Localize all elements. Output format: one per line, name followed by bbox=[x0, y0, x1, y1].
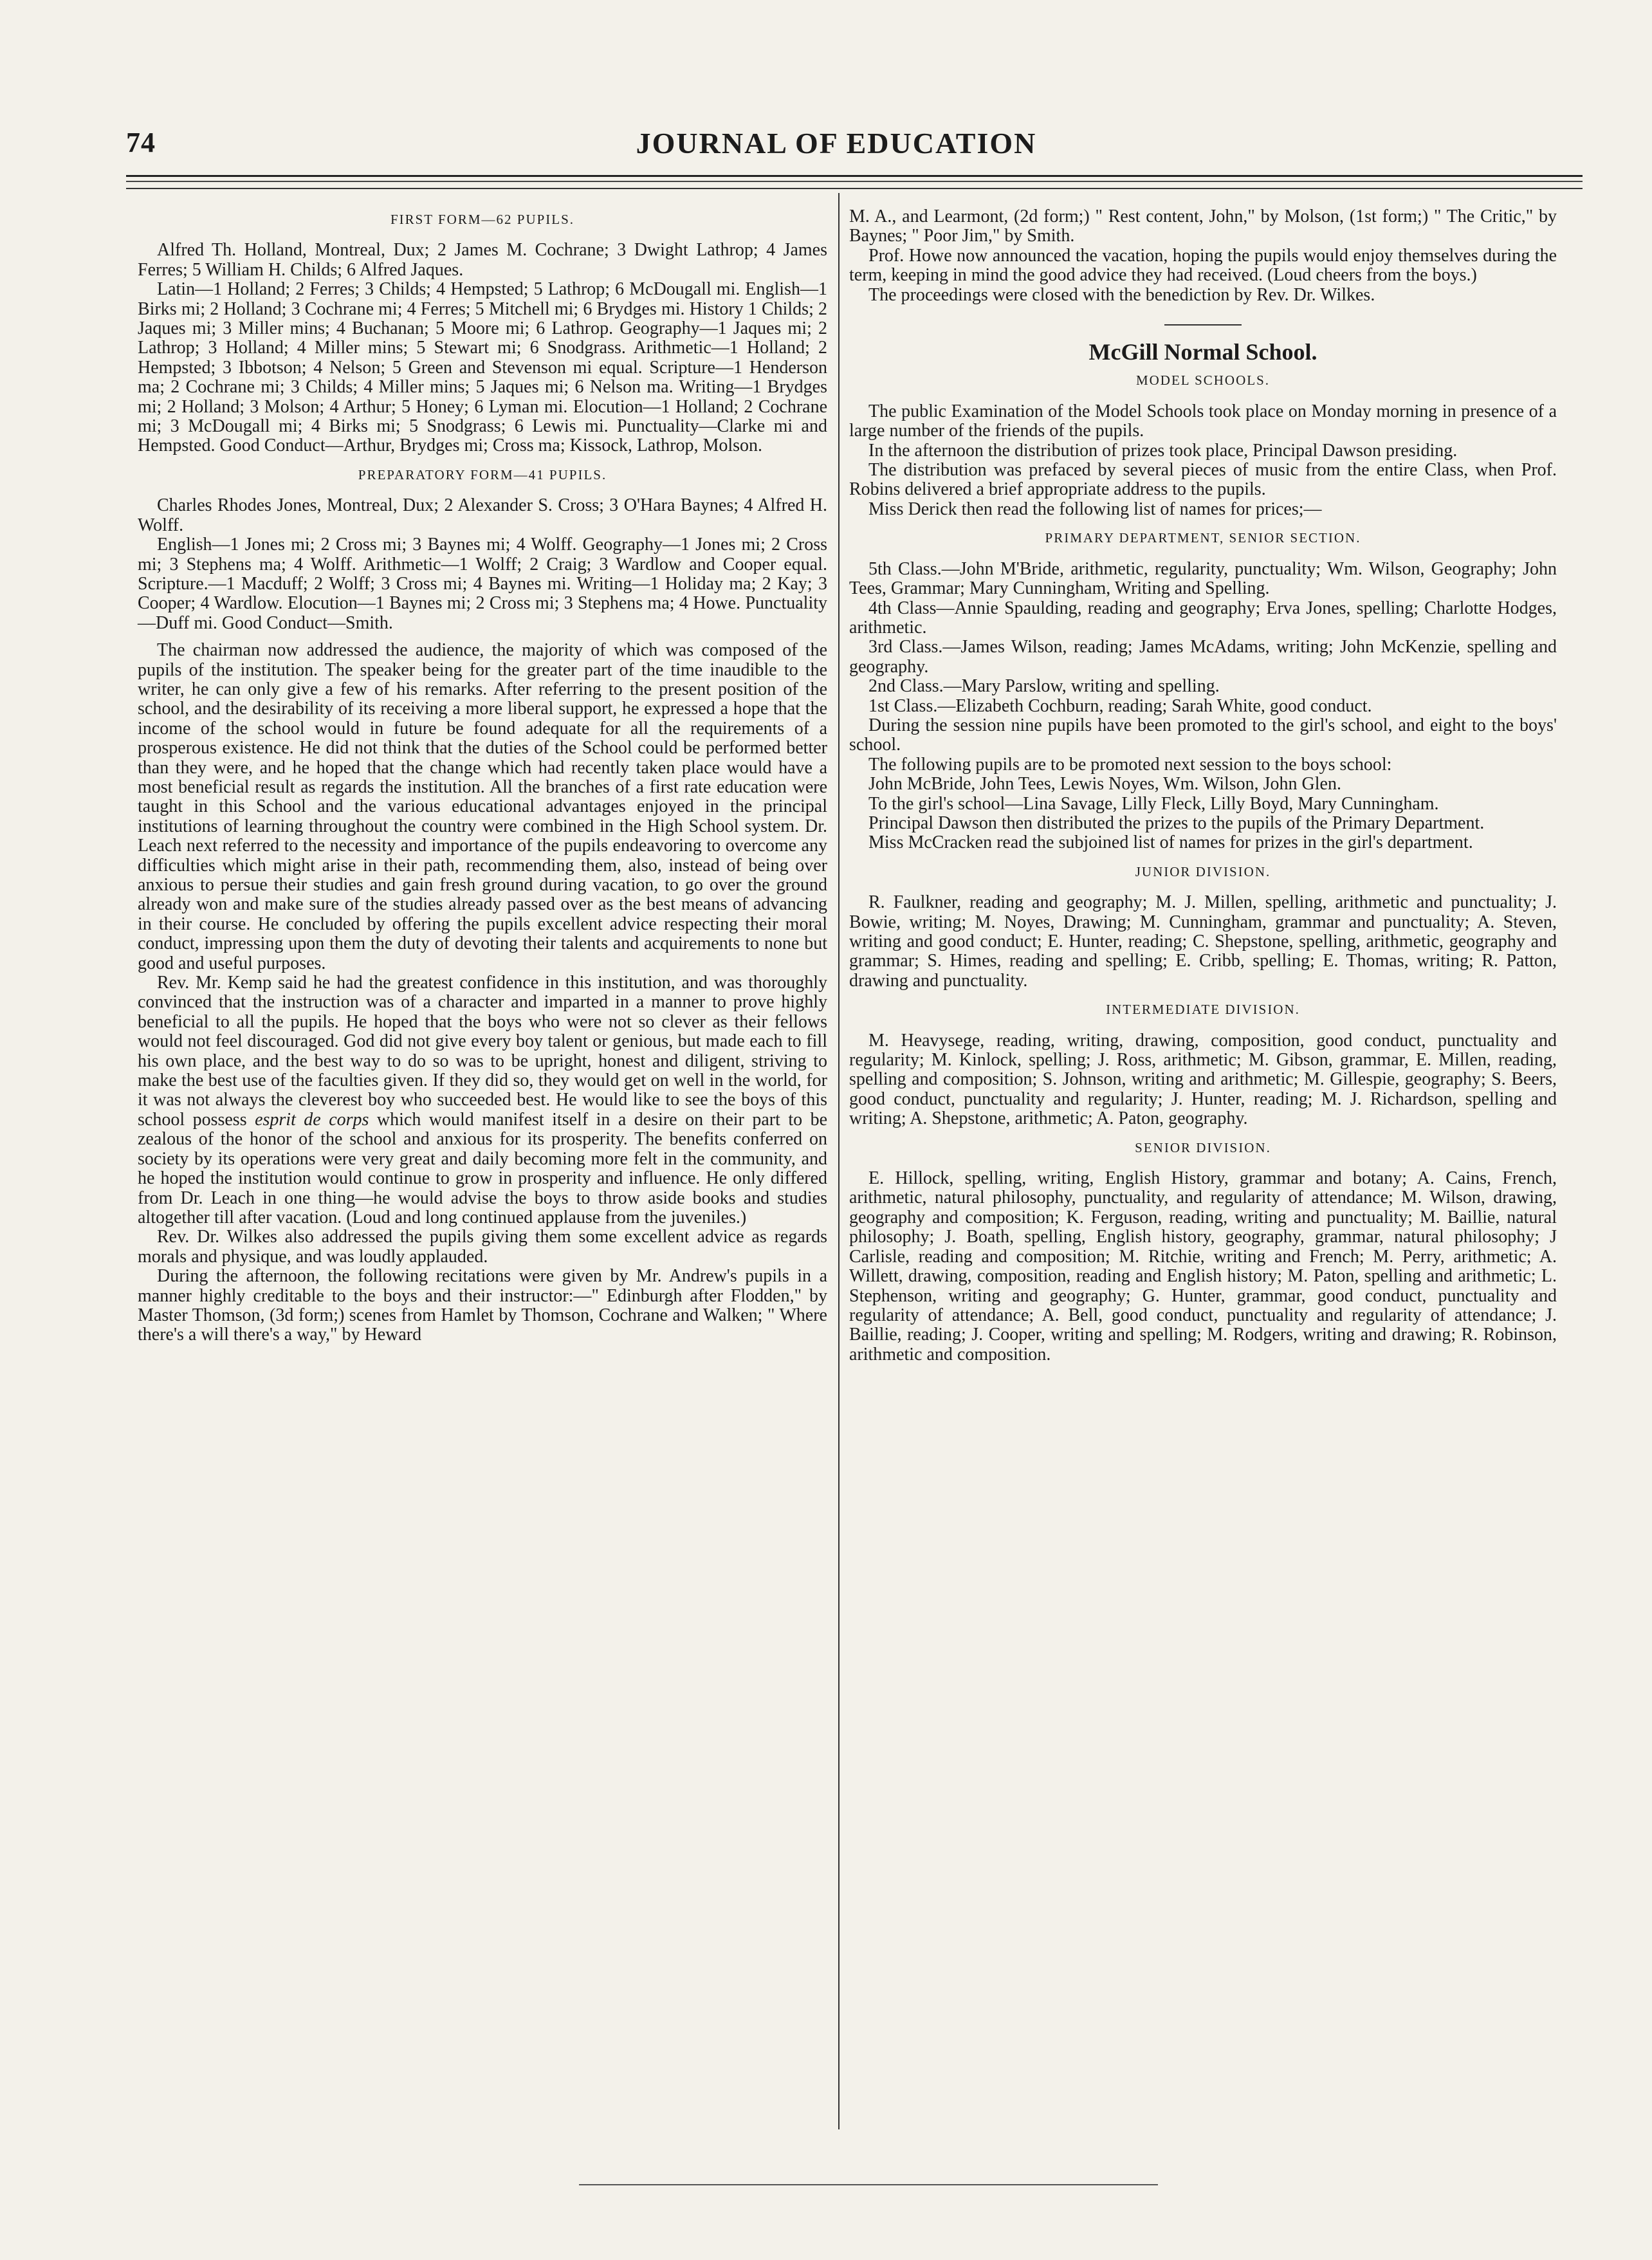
first-form-subjects-paragraph: Latin—1 Holland; 2 Ferres; 3 Childs; 4 Hempsted; 5 Lathrop; 6 McDougall mi. English—1 Birks mi; 2 Holland; 3 Cochrane mi; 4 Ferres; 5 Mitchell mi; 6 Brydges mi. History 1 Childs; 2 Jaques mi; 3 Miller mins; 4 Buchanan; 5 Moore mi; 6 Lathrop. Geography—1 Jaques mi; 2 Lathrop; 3 Holland; 4 Miller mins; 5 Stewart mi; 6 Snodgrass. Arithmetic—1 Holland; 2 Hempsted; 3 Ibbotson; 4 Nelson; 5 Green and Stevenson mi equal. Scripture—1 Henderson ma; 2 Cochrane mi; 3 Childs; 4 Miller mins; 5 Jaques mi; 6 Nelson ma. Writing—1 Brydges mi; 2 Holland; 3 Molson; 4 Arthur; 5 Honey; 6 Lyman mi. Elocution—1 Holland; 2 Cochrane mi; 3 McDougall mi; 4 Birks mi; 5 Snodgrass; 6 Lewis mi. Punctuality—Clarke mi and Hempsted. Good Conduct—Arthur, Brydges mi; Cross ma; Kissock, Lathrop, Molson. bbox=[138, 279, 827, 456]
model-schools-heading: MODEL SCHOOLS. bbox=[1135, 372, 1271, 389]
primary-paragraph: During the session nine pupils have been promoted to the girl's school, and eight to the boys' school. bbox=[849, 715, 1557, 755]
left-column bbox=[138, 207, 827, 1345]
column-divider bbox=[838, 193, 840, 2129]
intermediate-division-heading: INTERMEDIATE DIVISION. bbox=[1106, 1002, 1300, 1018]
rev-wilkes-paragraph: Rev. Dr. Wilkes also addressed the pupils giving them some excellent advice as regards morals and physique, and was loudly applauded. bbox=[138, 1227, 827, 1267]
primary-department-heading: PRIMARY DEPARTMENT, SENIOR SECTION. bbox=[1045, 530, 1361, 546]
primary-paragraph: 2nd Class.—Mary Parslow, writing and spelling. bbox=[868, 676, 1220, 697]
esprit-de-corps-phrase: esprit de corps bbox=[255, 1109, 369, 1130]
model-paragraph: The distribution was prefaced by several pieces of music from the entire Class, when Prof. Robins delivered a brief appropriate address to the pupils. bbox=[849, 460, 1557, 500]
primary-paragraph: 1st Class.—Elizabeth Cochburn, reading; Sarah White, good conduct. bbox=[868, 695, 1372, 716]
header-double-rule bbox=[126, 175, 1583, 182]
rev-kemp-paragraph bbox=[138, 973, 827, 1227]
primary-paragraph: To the girl's school—Lina Savage, Lilly Fleck, Lilly Boyd, Mary Cunningham. bbox=[868, 793, 1439, 814]
primary-paragraph: 4th Class—Annie Spaulding, reading and geography; Erva Jones, spelling; Charlotte Hodges, arithmetic. bbox=[849, 598, 1557, 638]
model-paragraph: In the afternoon the distribution of prizes took place, Principal Dawson presiding. bbox=[868, 440, 1458, 461]
primary-paragraph: Miss McCracken read the subjoined list of names for prizes in the girl's department. bbox=[868, 832, 1473, 853]
model-paragraph: The public Examination of the Model Schools took place on Monday morning in presence of a large number of the friends of the pupils. bbox=[849, 401, 1557, 441]
page-number: 74 bbox=[126, 127, 156, 158]
header-rule-lower bbox=[126, 188, 1583, 189]
rev-kemp-text-continued: which would manifest itself in a desire on their part to be zealous of the honor of the school and anxious for its prosperity. The benefits conferred on society by its operations were very great and daily becoming more felt in the community, and he hoped the institution would continue to grow in prosperity and influence. He only differed from Dr. Leach in one thing—he would advise the boys to throw aside books and studies altogether till after vacation. (Loud and long continued applause from the juveniles.) bbox=[138, 1109, 827, 1227]
junior-paragraph: R. Faulkner, reading and geography; M. J. Millen, spelling, arithmetic and punctuality; J. Bowie, writing; M. Noyes, Drawing; M. Cunningham, grammar and punctuality; A. Steven, writing and good conduct; E. Hunter, reading; C. Shepstone, spelling, arithmetic, geography and grammar; S. Himes, reading and spelling; E. Cribb, spelling; E. Thomas, writing; R. Patton, drawing and punctuality. bbox=[849, 892, 1557, 991]
recitations-continued-paragraph: M. A., and Learmont, (2d form;) " Rest content, John," by Molson, (1st form;) " The Critic," by Baynes; " Poor Jim," by Smith. bbox=[849, 207, 1557, 246]
right-column bbox=[849, 207, 1557, 1364]
footer-rule bbox=[579, 2184, 1158, 2185]
intermediate-paragraph: M. Heavysege, reading, writing, drawing, composition, good conduct, punctuality and regularity; M. Kinlock, spelling; J. Ross, arithmetic; M. Gibson, grammar, E. Millen, reading, spelling and composition; S. Johnson, writing and arithmetic; M. Gillespie, geography; S. Beers, good conduct, punctuality and regularity; J. Hunter, reading; M. J. Richardson, spelling and writing; A. Shepstone, arithmetic; A. Paton, geography. bbox=[849, 1030, 1557, 1129]
running-head: JOURNAL OF EDUCATION bbox=[636, 127, 1037, 160]
first-form-dux-paragraph: Alfred Th. Holland, Montreal, Dux; 2 James M. Cochrane; 3 Dwight Lathrop; 4 James Ferres; 5 William H. Childs; 6 Alfred Jaques. bbox=[138, 240, 827, 280]
primary-paragraph: Principal Dawson then distributed the prizes to the pupils of the Primary Department. bbox=[868, 813, 1485, 833]
section-separator-rule bbox=[1164, 324, 1242, 326]
primary-paragraph: 5th Class.—John M'Bride, arithmetic, regularity, punctuality; Wm. Wilson, Geography; John Tees, Grammar; Mary Cunningham, Writing and Spelling. bbox=[849, 558, 1557, 599]
rev-kemp-text: Rev. Mr. Kemp said he had the greatest confidence in this institution, and was thoroughly convinced that the instruction was of a character and imparted in a manner to prove highly beneficial to all the pupils. He hoped that the boys who were not so clever as their fellows would not feel discouraged. God did not give every boy talent or genious, but made each to fill his own place, and the best way to do so was to be upright, honest and diligent, striving to make the best use of the faculties given. If they did so, they would get on well in the world, for it was not always the cleverest boy who succeeded best. He would like to see the boys of this school possess bbox=[138, 973, 827, 1130]
vacation-paragraph: Prof. Howe now announced the vacation, hoping the pupils would enjoy themselves during the term, keeping in mind the good advice they had received. (Loud cheers from the boys.) bbox=[849, 245, 1557, 286]
model-paragraph: Miss Derick then read the following list of names for prices;— bbox=[868, 499, 1322, 519]
primary-paragraph: The following pupils are to be promoted next session to the boys school: bbox=[868, 754, 1392, 775]
junior-division-heading: JUNIOR DIVISION. bbox=[1135, 863, 1271, 879]
mcgill-normal-school-title: McGill Normal School. bbox=[1088, 339, 1317, 365]
preparatory-dux-paragraph: Charles Rhodes Jones, Montreal, Dux; 2 Alexander S. Cross; 3 O'Hara Baynes; 4 Alfred H. Wolff. bbox=[138, 495, 827, 535]
preparatory-subjects-paragraph: English—1 Jones mi; 2 Cross mi; 3 Baynes mi; 4 Wolff. Geography—1 Jones mi; 2 Cross mi; 3 Stephens ma; 4 Wolff. Arithmetic—1 Wolff; 2 Craig; 3 Wardlow and Cooper equal. Scripture.—1 Macduff; 2 Wolff; 3 Cross mi; 4 Baynes mi. Writing—1 Holiday ma; 2 Kay; 3 Cooper; 4 Wardlow. Elocution—1 Baynes mi; 2 Cross mi; 3 Stephens ma; 4 Howe. Punctuality—Duff mi. Good Conduct—Smith. bbox=[138, 535, 827, 633]
chairman-address-paragraph: The chairman now addressed the audience, the majority of which was composed of the pupils of the institution. The speaker being for the greater part of the time inaudible to the writer, he can only give a few of his remarks. After referring to the present position of the school, and the desirability of its receiving a more liberal support, he expressed a hope that the income of the school would in future be found adequate for all the requirements of a prosperous existence. He did not think that the duties of the School could be performed better than they were, and he hoped that the change which had recently taken place would have a most beneficial result as regards the institution. All the branches of a first rate education were taught in this School and the various educational advantages enjoyed in the principal institutions of learning throughout the country were combined in the High School system. Dr. Leach next referred to the necessity and importance of the pupils endeavoring to overcome any difficulties which might arise in their path, recommending them, also, instead of being over anxious to persue their studies and gain fresh ground during vacation, to go over the ground already won and make sure of the studies already passed over as the best means of advancing in their course. He concluded by offering the pupils excellent advice respecting their moral conduct, impressing upon them the duty of devoting their talents and acquirements to none but good and useful purposes. bbox=[138, 640, 827, 973]
first-form-heading: FIRST FORM—62 PUPILS. bbox=[390, 212, 575, 227]
primary-paragraph: 3rd Class.—James Wilson, reading; James McAdams, writing; John McKenzie, spelling and geography. bbox=[849, 637, 1557, 677]
primary-paragraph: John McBride, John Tees, Lewis Noyes, Wm. Wilson, John Glen. bbox=[868, 774, 1341, 795]
senior-paragraph: E. Hillock, spelling, writing, English History, grammar and botany; A. Cains, French, arithmetic, natural philosophy, punctuality, and regularity of attendance; M. Wilson, drawing, geography and composition; K. Ferguson, reading, writing and punctuality; M. Baillie, natural philosophy; J. Boath, spelling, English history, geography, grammar, natural philosophy; J Carlisle, reading and composition; M. Ritchie, writing and French; M. Perry, arithmetic; A. Willett, drawing, composition, reading and English history; M. Paton, spelling and arithmetic; L. Stephenson, writing and geography; G. Hunter, grammar, good conduct, punctuality and regularity of attendance; A. Bell, good conduct, punctuality and regularity of attendance; J. Baillie, reading; J. Cooper, writing and spelling; M. Rodgers, writing and drawing; R. Robinson, arithmetic and composition. bbox=[849, 1168, 1557, 1364]
benediction-paragraph: The proceedings were closed with the benediction by Rev. Dr. Wilkes. bbox=[868, 284, 1375, 305]
senior-division-heading: SENIOR DIVISION. bbox=[1135, 1139, 1271, 1155]
preparatory-form-heading: PREPARATORY FORM—41 PUPILS. bbox=[358, 466, 607, 482]
recitations-paragraph: During the afternoon, the following recitations were given by Mr. Andrew's pupils in a manner highly creditable to the boys and their instructor:—" Edinburgh after Flodden," by Master Thomson, (3d form;) scenes from Hamlet by Thomson, Cochrane and Walken; " Where there's a will there's a way," by Heward bbox=[138, 1266, 827, 1345]
